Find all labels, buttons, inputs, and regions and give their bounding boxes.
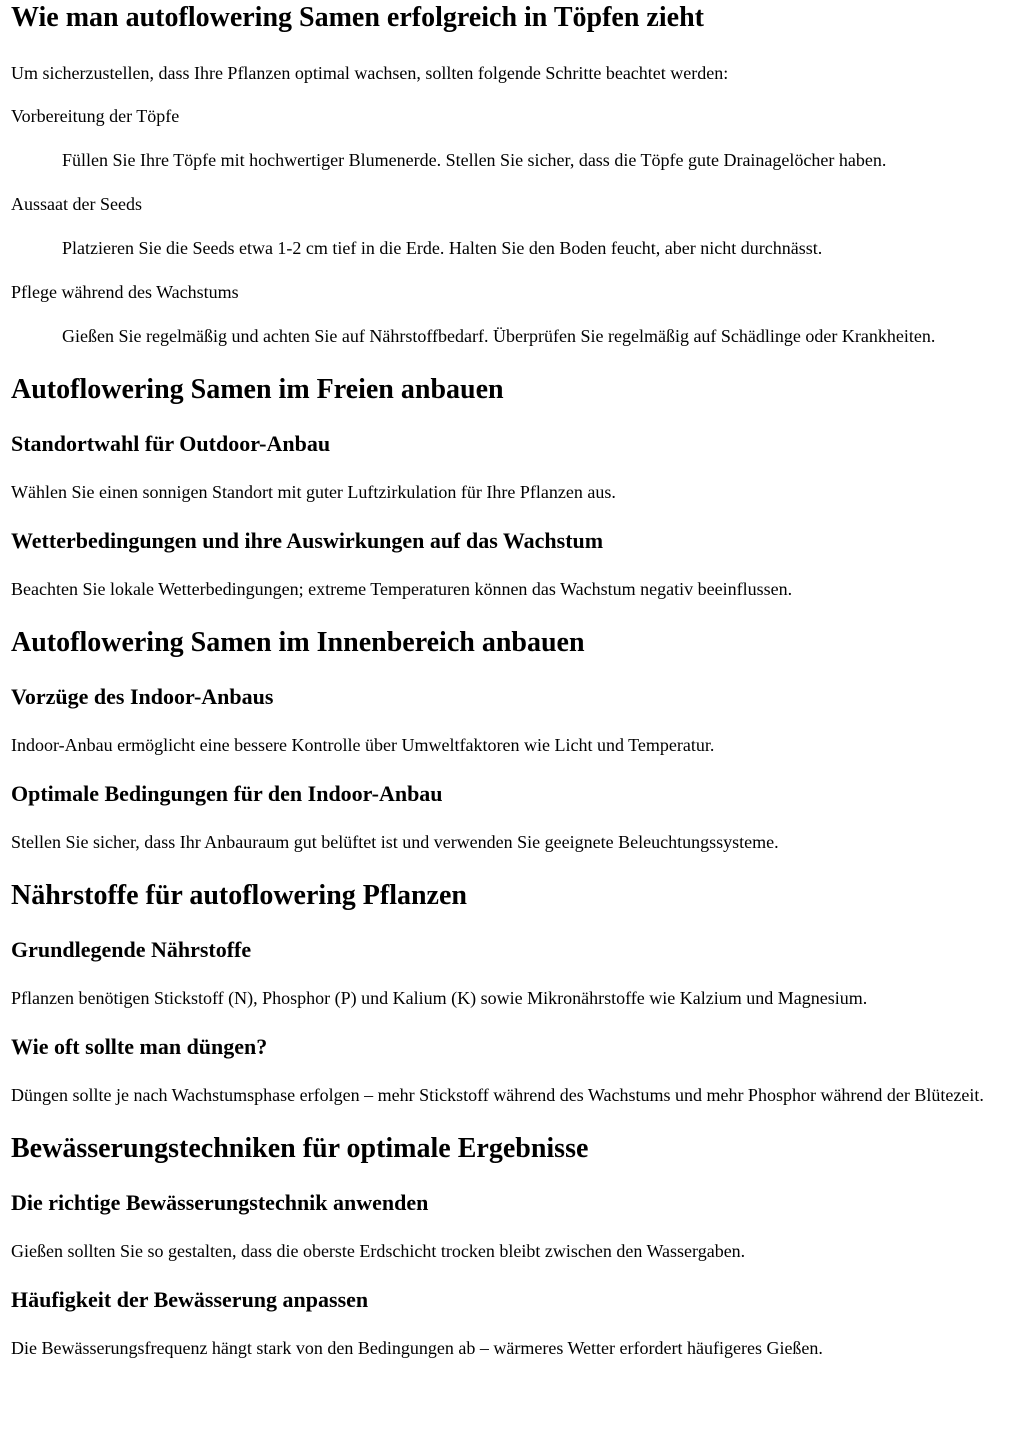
- paragraph-indoor-conditions: Stellen Sie sicher, dass Ihr Anbauraum gut belüftet ist und verwenden Sie geeignete Beleuchtungssysteme.: [11, 832, 779, 852]
- paragraph-watering-technique: Gießen sollten Sie so gestalten, dass die oberste Erdschicht trocken bleibt zwischen den Wassergaben.: [11, 1241, 746, 1261]
- paragraph-weather: Beachten Sie lokale Wetterbedingungen; extreme Temperaturen können das Wachstum negativ beeinflussen.: [11, 579, 793, 599]
- section-heading-nutrients: Nährstoffe für autoflowering Pflanzen: [11, 880, 467, 911]
- paragraph-fertilize-frequency: Düngen sollte je nach Wachstumsphase erfolgen – mehr Stickstoff während des Wachstums und mehr Phosphor während der Blütezeit.: [11, 1085, 984, 1105]
- intro-paragraph: Um sicherzustellen, dass Ihre Pflanzen optimal wachsen, sollten folgende Schritte beachtet werden:: [11, 63, 729, 83]
- paragraph-indoor-benefits: Indoor-Anbau ermöglicht eine bessere Kontrolle über Umweltfaktoren wie Licht und Temperatur.: [11, 735, 715, 755]
- subheading-watering-frequency: Häufigkeit der Bewässerung anpassen: [11, 1287, 369, 1312]
- paragraph-basic-nutrients: Pflanzen benötigen Stickstoff (N), Phosphor (P) und Kalium (K) sowie Mikronährstoffe wie Kalzium und Magnesium.: [11, 988, 868, 1008]
- subheading-indoor-conditions: Optimale Bedingungen für den Indoor-Anbau: [11, 781, 443, 806]
- paragraph-watering-frequency: Die Bewässerungsfrequenz hängt stark von den Bedingungen ab – wärmeres Wetter erfordert häufigeres Gießen.: [11, 1338, 823, 1358]
- paragraph-location: Wählen Sie einen sonnigen Standort mit guter Luftzirkulation für Ihre Pflanzen aus.: [11, 482, 616, 502]
- section-heading-indoor: Autoflowering Samen im Innenbereich anbauen: [11, 627, 585, 658]
- subheading-indoor-benefits: Vorzüge des Indoor-Anbaus: [11, 684, 274, 709]
- step-desc-care: Gießen Sie regelmäßig und achten Sie auf Nährstoffbedarf. Überprüfen Sie regelmäßig auf Schädlinge oder Krankheiten.: [62, 326, 936, 346]
- step-desc-sowing: Platzieren Sie die Seeds etwa 1-2 cm tief in die Erde. Halten Sie den Boden feucht, aber nicht durchnässt.: [62, 238, 823, 258]
- subheading-weather: Wetterbedingungen und ihre Auswirkungen auf das Wachstum: [11, 528, 604, 553]
- step-term-sowing: Aussaat der Seeds: [11, 194, 142, 214]
- section-heading-outdoor: Autoflowering Samen im Freien anbauen: [11, 374, 504, 405]
- subheading-basic-nutrients: Grundlegende Nährstoffe: [11, 937, 252, 962]
- steps-list: [11, 105, 1014, 348]
- step-term-care: Pflege während des Wachstums: [11, 282, 239, 302]
- subheading-fertilize-frequency: Wie oft sollte man düngen?: [11, 1034, 268, 1059]
- step-term-preparation: Vorbereitung der Töpfe: [11, 106, 180, 126]
- section-heading-watering: Bewässerungstechniken für optimale Ergebnisse: [11, 1133, 589, 1164]
- step-desc-preparation: Füllen Sie Ihre Töpfe mit hochwertiger Blumenerde. Stellen Sie sicher, dass die Töpfe gute Drainagelöcher haben.: [62, 150, 887, 170]
- subheading-watering-technique: Die richtige Bewässerungstechnik anwenden: [11, 1190, 429, 1215]
- subheading-location: Standortwahl für Outdoor-Anbau: [11, 431, 331, 456]
- article: [0, 2, 1024, 1360]
- section-heading-pots: Wie man autoflowering Samen erfolgreich in Töpfen zieht: [11, 2, 704, 33]
